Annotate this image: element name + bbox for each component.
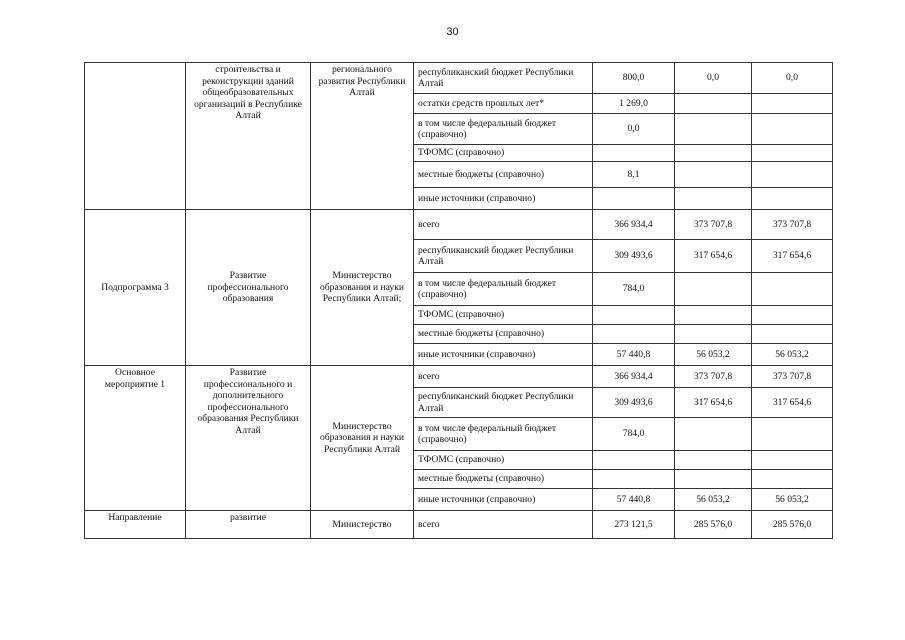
value-year-1-cell: 273 121,5 <box>593 511 675 539</box>
value-year-2-cell <box>675 188 752 210</box>
value-year-3-cell <box>752 94 833 114</box>
value-year-1-cell: 8,1 <box>593 162 675 188</box>
funding-source-cell: остатки средств прошлых лет* <box>414 94 593 114</box>
value-year-3-cell: 373 707,8 <box>752 210 833 240</box>
funding-source-cell: иные источники (справочно) <box>414 489 593 511</box>
responsible-cell: регионального развития Республики Алтай <box>311 63 414 210</box>
value-year-1-cell: 784,0 <box>593 273 675 306</box>
value-year-3-cell: 317 654,6 <box>752 388 833 418</box>
value-year-3-cell: 317 654,6 <box>752 240 833 273</box>
funding-source-cell: в том числе федеральный бюджет (справочно) <box>414 114 593 145</box>
page-number: 30 <box>446 26 459 38</box>
value-year-1-cell: 1 269,0 <box>593 94 675 114</box>
value-year-2-cell <box>675 94 752 114</box>
value-year-2-cell <box>675 325 752 344</box>
value-year-3-cell <box>752 145 833 162</box>
funding-source-cell: ТФОМС (справочно) <box>414 306 593 325</box>
responsible-cell: Министерство образования и науки Республики Алтай <box>311 366 414 511</box>
value-year-2-cell: 373 707,8 <box>675 366 752 388</box>
value-year-3-cell: 0,0 <box>752 63 833 94</box>
funding-source-cell: ТФОМС (справочно) <box>414 145 593 162</box>
funding-source-cell: в том числе федеральный бюджет (справочно) <box>414 418 593 451</box>
funding-source-cell: иные источники (справочно) <box>414 188 593 210</box>
measure-name-cell: Развитие профессионального образования <box>186 210 311 366</box>
table-row <box>85 511 833 539</box>
measure-name-cell: строительства и реконструкции зданий общеобразовательных организаций в Республике Алтай <box>186 63 311 210</box>
value-year-1-cell <box>593 306 675 325</box>
value-year-2-cell <box>675 145 752 162</box>
value-year-1-cell: 57 440,8 <box>593 489 675 511</box>
value-year-1-cell: 800,0 <box>593 63 675 94</box>
program-cell: Направление <box>85 511 186 539</box>
program-cell <box>85 63 186 210</box>
budget-table-body <box>85 63 833 539</box>
table-row <box>85 366 833 388</box>
program-cell: Основное мероприятие 1 <box>85 366 186 511</box>
value-year-3-cell <box>752 273 833 306</box>
responsible-cell: Министерство образования и науки Республики Алтай; <box>311 210 414 366</box>
value-year-1-cell: 309 493,6 <box>593 240 675 273</box>
value-year-2-cell: 317 654,6 <box>675 388 752 418</box>
value-year-1-cell: 366 934,4 <box>593 210 675 240</box>
value-year-3-cell <box>752 306 833 325</box>
value-year-1-cell <box>593 451 675 470</box>
value-year-3-cell <box>752 188 833 210</box>
value-year-1-cell: 784,0 <box>593 418 675 451</box>
value-year-3-cell: 285 576,0 <box>752 511 833 539</box>
funding-source-cell: местные бюджеты (справочно) <box>414 470 593 489</box>
budget-table <box>84 62 833 539</box>
measure-name-cell: развитие <box>186 511 311 539</box>
value-year-2-cell <box>675 114 752 145</box>
value-year-1-cell <box>593 325 675 344</box>
value-year-3-cell <box>752 114 833 145</box>
value-year-3-cell: 373 707,8 <box>752 366 833 388</box>
program-cell: Подпрограмма 3 <box>85 210 186 366</box>
value-year-3-cell <box>752 325 833 344</box>
value-year-1-cell <box>593 470 675 489</box>
funding-source-cell: республиканский бюджет Республики Алтай <box>414 240 593 273</box>
funding-source-cell: республиканский бюджет Республики Алтай <box>414 388 593 418</box>
funding-source-cell: в том числе федеральный бюджет (справочно) <box>414 273 593 306</box>
value-year-2-cell: 317 654,6 <box>675 240 752 273</box>
value-year-2-cell: 56 053,2 <box>675 344 752 366</box>
funding-source-cell: всего <box>414 511 593 539</box>
value-year-3-cell <box>752 418 833 451</box>
value-year-2-cell <box>675 470 752 489</box>
value-year-1-cell: 57 440,8 <box>593 344 675 366</box>
value-year-2-cell <box>675 162 752 188</box>
funding-source-cell: всего <box>414 366 593 388</box>
value-year-3-cell: 56 053,2 <box>752 344 833 366</box>
funding-source-cell: всего <box>414 210 593 240</box>
funding-source-cell: иные источники (справочно) <box>414 344 593 366</box>
value-year-2-cell: 0,0 <box>675 63 752 94</box>
value-year-2-cell: 373 707,8 <box>675 210 752 240</box>
responsible-cell: Министерство <box>311 511 414 539</box>
value-year-2-cell: 285 576,0 <box>675 511 752 539</box>
funding-source-cell: местные бюджеты (справочно) <box>414 162 593 188</box>
funding-source-cell: местные бюджеты (справочно) <box>414 325 593 344</box>
measure-name-cell: Развитие профессионального и дополнительного профессионального образования Республики Алтай <box>186 366 311 511</box>
value-year-2-cell <box>675 273 752 306</box>
value-year-1-cell: 0,0 <box>593 114 675 145</box>
value-year-2-cell <box>675 306 752 325</box>
funding-source-cell: республиканский бюджет Республики Алтай <box>414 63 593 94</box>
table-row <box>85 63 833 94</box>
value-year-2-cell: 56 053,2 <box>675 489 752 511</box>
value-year-3-cell <box>752 470 833 489</box>
value-year-3-cell <box>752 162 833 188</box>
value-year-1-cell: 309 493,6 <box>593 388 675 418</box>
value-year-3-cell <box>752 451 833 470</box>
value-year-1-cell <box>593 188 675 210</box>
table-row <box>85 210 833 240</box>
value-year-1-cell <box>593 145 675 162</box>
value-year-3-cell: 56 053,2 <box>752 489 833 511</box>
funding-source-cell: ТФОМС (справочно) <box>414 451 593 470</box>
value-year-1-cell: 366 934,4 <box>593 366 675 388</box>
value-year-2-cell <box>675 451 752 470</box>
value-year-2-cell <box>675 418 752 451</box>
